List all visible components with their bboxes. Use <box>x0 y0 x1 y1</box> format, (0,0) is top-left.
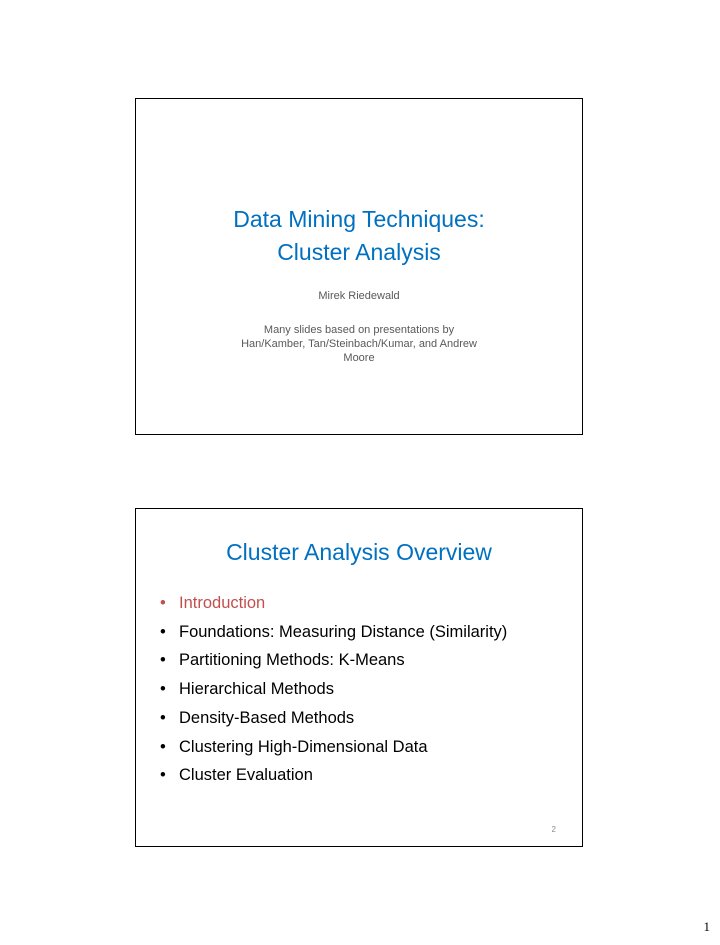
slide-2 <box>135 508 583 847</box>
bullet-item-evaluation: • Cluster Evaluation <box>160 761 507 790</box>
slide-credits <box>206 323 512 365</box>
slide-1 <box>135 98 583 435</box>
bullet-item-density: • Density-Based Methods <box>160 704 507 733</box>
bullet-item-introduction: • Introduction <box>160 589 507 618</box>
bullet-item-foundations: • Foundations: Measuring Distance (Similarity) <box>160 618 507 647</box>
bullet-item-high-dimensional: • Clustering High-Dimensional Data <box>160 733 507 762</box>
slide-1-title-line-1: Data Mining Techniques: <box>233 206 485 232</box>
bullet-item-partitioning: • Partitioning Methods: K-Means <box>160 646 507 675</box>
slide-number: 2 <box>551 825 556 834</box>
author-name: Mirek Riedewald <box>318 290 400 302</box>
page-number: 1 <box>703 919 710 934</box>
slide-1-title <box>136 203 582 269</box>
bullet-item-hierarchical: • Hierarchical Methods <box>160 675 507 704</box>
slide-2-title: Cluster Analysis Overview <box>226 539 492 565</box>
credits-line-3: Moore <box>343 352 375 364</box>
credits-line-2: Han/Kamber, Tan/Steinbach/Kumar, and Andrew <box>241 338 477 350</box>
credits-line-1: Many slides based on presentations by <box>263 324 455 336</box>
overview-bullet-list <box>160 589 507 790</box>
slide-1-title-line-2: Cluster Analysis <box>277 239 441 265</box>
